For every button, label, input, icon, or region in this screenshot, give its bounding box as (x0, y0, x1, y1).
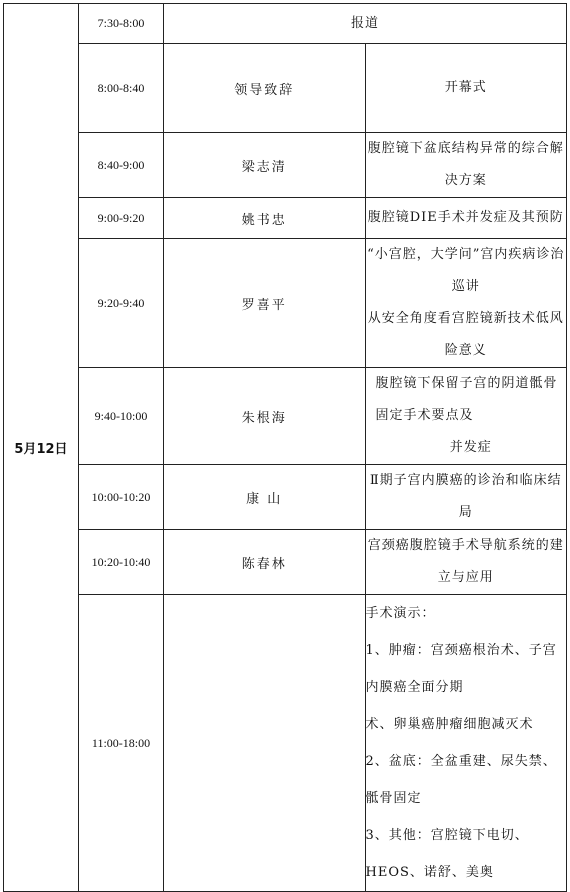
table-row (4, 530, 567, 595)
speaker-cell: 陈春林 (164, 530, 366, 595)
speaker-cell: 朱根海 (164, 368, 366, 465)
table-row (4, 4, 567, 44)
time-cell: 10:00-10:20 (79, 465, 164, 530)
topic-line: “小宫腔，大学问”宫内疾病诊治巡讲 (367, 247, 565, 294)
speaker-cell: 姚书忠 (164, 198, 366, 239)
speaker-cell: 梁志清 (164, 133, 366, 198)
topic-cell (365, 530, 567, 595)
table-row (4, 44, 567, 133)
time-cell: 9:00-9:20 (79, 198, 164, 239)
topic-line: 宫颈癌腹腔镜手术导航系统的建立与应用 (367, 538, 564, 585)
table-row (4, 465, 567, 530)
surgery-demo-cell (365, 595, 567, 892)
topic-cell (365, 44, 567, 133)
speaker-cell (164, 595, 366, 892)
topic-line: Ⅱ期子宫内膜癌的诊治和临床结局 (369, 473, 562, 520)
topic-cell (365, 368, 567, 465)
table-row (4, 239, 567, 368)
topic-line: 并发症 (449, 440, 492, 455)
time-cell: 10:20-10:40 (79, 530, 164, 595)
demo-line: 3、其他：宫腔镜下电切、HEOS、诺舒、美奥 (365, 828, 529, 880)
time-cell: 8:40-9:00 (79, 133, 164, 198)
table-row (4, 133, 567, 198)
time-cell: 9:20-9:40 (79, 239, 164, 368)
topic-cell (365, 198, 567, 239)
time-cell: 9:40-10:00 (79, 368, 164, 465)
demo-line: 1、肿瘤：宫颈癌根治术、子宫内膜癌全面分期 (365, 643, 557, 695)
speaker-cell: 康 山 (164, 465, 366, 530)
topic-line: 腹腔镜下盆底结构异常的综合解决方案 (367, 141, 564, 188)
speaker-cell: 罗喜平 (164, 239, 366, 368)
topic-line: 腹腔镜下保留子宫的阴道骶骨固定手术要点及 (375, 376, 558, 423)
topic-line: 腹腔镜DIE手术并发症及其预防 (367, 210, 564, 225)
topic-cell (365, 133, 567, 198)
topic-cell (164, 4, 567, 44)
demo-line: 术、卵巢癌肿瘤细胞减灭术 (365, 717, 534, 732)
time-cell: 11:00-18:00 (79, 595, 164, 892)
table-row (4, 198, 567, 239)
schedule-table (3, 3, 567, 892)
table-row (4, 595, 567, 892)
table-row (4, 368, 567, 465)
topic-line: 从安全角度看宫腔镜新技术低风险意义 (367, 311, 564, 358)
topic-cell (365, 239, 567, 368)
demo-line: 手术演示： (365, 606, 436, 621)
speaker-cell: 领导致辞 (164, 44, 366, 133)
topic-line: 开幕式 (444, 80, 487, 95)
topic-cell (365, 465, 567, 530)
demo-line: 2、盆底：全盆重建、尿失禁、骶骨固定 (365, 754, 557, 806)
time-cell: 8:00-8:40 (79, 44, 164, 133)
date-cell: 5月12日 (4, 4, 79, 892)
time-cell: 7:30-8:00 (79, 4, 164, 44)
topic-line: 报道 (350, 15, 379, 31)
